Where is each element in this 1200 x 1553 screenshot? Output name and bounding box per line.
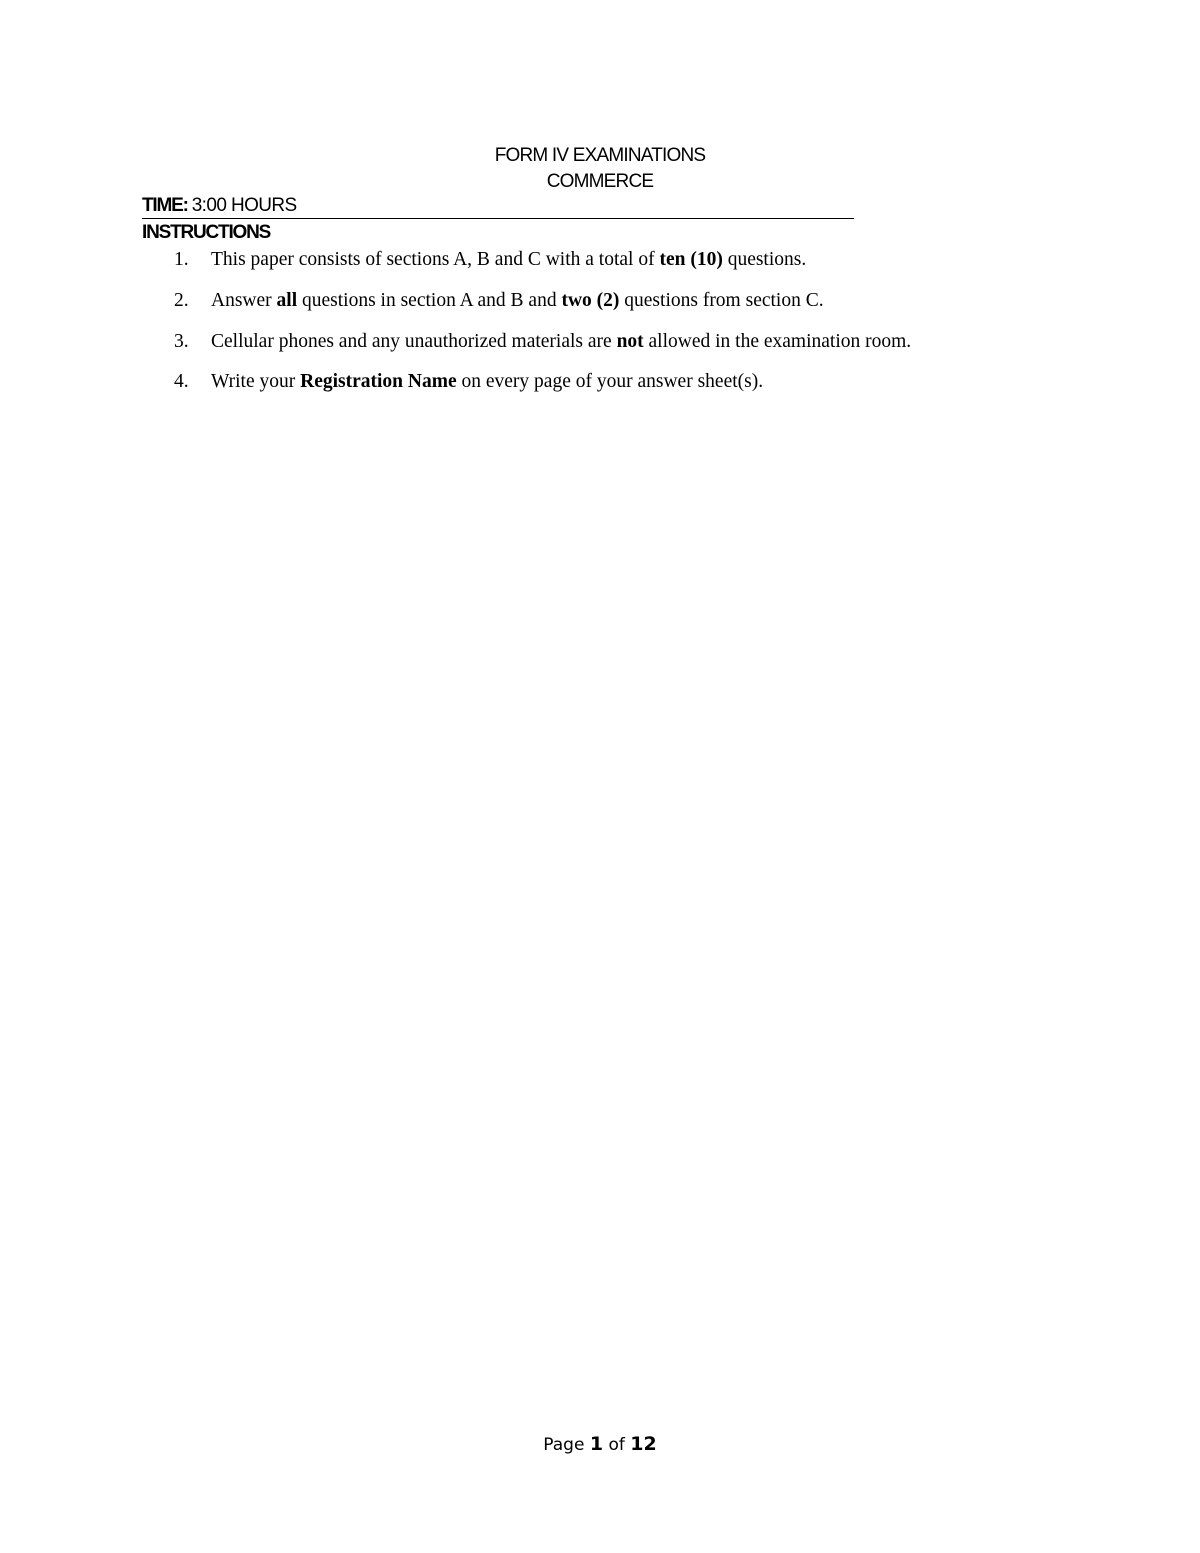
exam-subject: COMMERCE [546, 171, 654, 192]
instruction-emphasis: not [616, 331, 644, 352]
instruction-text-part: Write your [211, 371, 301, 392]
instruction-text [211, 328, 911, 356]
instruction-text-part: This paper consists of sections A, B and C with a total of [211, 249, 660, 270]
time-value: 3:00 HOURS [191, 195, 297, 216]
instruction-text-part: Answer [211, 290, 277, 311]
instruction-text [211, 246, 806, 274]
instruction-text [211, 368, 763, 396]
instruction-text-part: on every page of your answer sheet(s). [456, 371, 764, 392]
page-word: Page [543, 1435, 585, 1455]
instruction-text-part: questions. [722, 249, 807, 270]
instruction-emphasis: ten (10) [659, 249, 723, 270]
time-label: TIME: [142, 195, 188, 216]
instruction-number: 3. [174, 331, 189, 352]
instructions-heading: INSTRUCTIONS [142, 222, 271, 243]
instruction-item [0, 368, 1200, 396]
instruction-text-part: questions in section A and B and [297, 290, 562, 311]
instruction-number: 4. [174, 371, 189, 392]
of-word: of [608, 1435, 625, 1455]
instruction-item [0, 328, 1200, 356]
page-total: 12 [630, 1433, 657, 1455]
page-current: 1 [589, 1433, 604, 1455]
instruction-number: 1. [174, 249, 189, 270]
instruction-item [0, 246, 1200, 274]
instruction-text-part: allowed in the examination room. [643, 331, 912, 352]
instruction-text-part: Cellular phones and any unauthorized materials are [211, 331, 617, 352]
instruction-emphasis: all [276, 290, 298, 311]
instruction-text-part: questions from section C. [619, 290, 824, 311]
time-line [142, 194, 854, 219]
instruction-text [211, 287, 824, 315]
exam-title: FORM IV EXAMINATIONS [494, 145, 706, 166]
page-footer [0, 1430, 1200, 1459]
instruction-emphasis: two (2) [561, 290, 620, 311]
instruction-number: 2. [174, 290, 189, 311]
instruction-item [0, 287, 1200, 315]
instruction-emphasis: Registration Name [300, 371, 457, 392]
